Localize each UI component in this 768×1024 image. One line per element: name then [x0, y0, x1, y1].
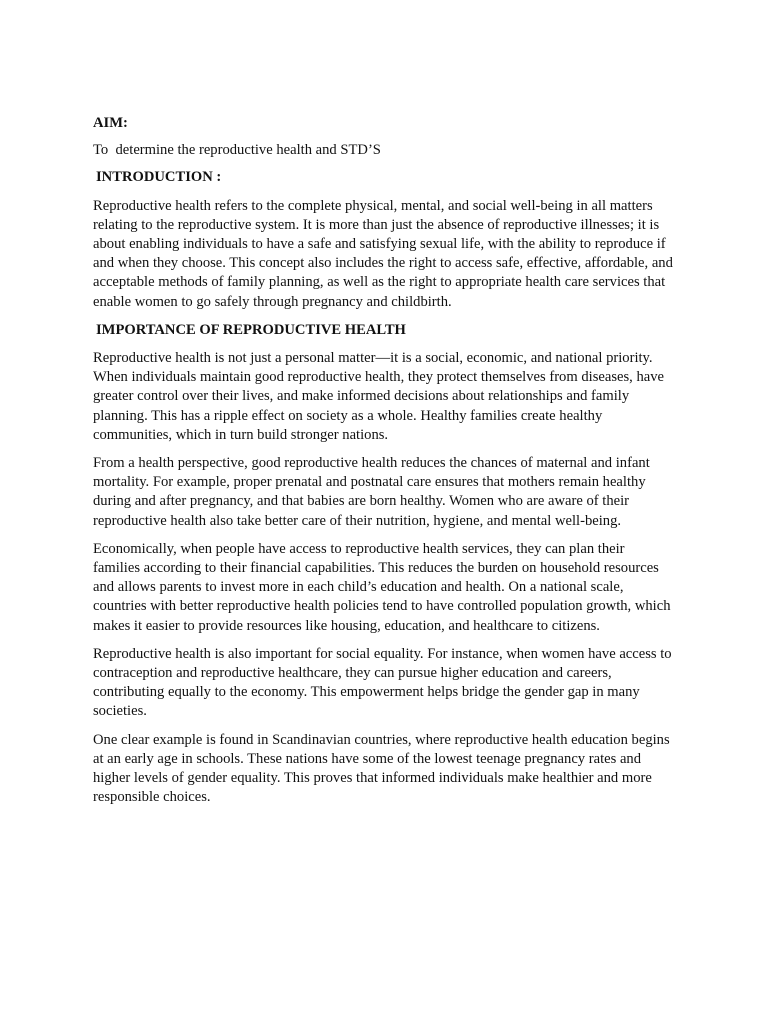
importance-paragraph-1: Reproductive health is not just a personal matter—it is a social, economic, and national priority. When individuals maintain good reproductive health, they protect themselves from diseases, have greater control over their lives, and make informed decisions about relationships and family planning. This has a ripple effect on society as a whole. Healthy families create healthy communities, which in turn build stronger nations.: [93, 350, 665, 443]
aim-heading: AIM:: [93, 115, 128, 131]
introduction-heading: INTRODUCTION :: [96, 169, 222, 186]
aim-text: To determine the reproductive health and STD’S: [93, 142, 381, 159]
importance-heading: IMPORTANCE OF REPRODUCTIVE HEALTH: [96, 321, 406, 338]
importance-paragraph-2: From a health perspective, good reproductive health reduces the chances of maternal and infant mortality. For example, proper prenatal and postnatal care ensures that mothers remain healthy during and after pregnancy, and that babies are born healthy. Women who are aware of their reproductive health also take better care of their nutrition, hygiene, and mental well-being.: [93, 455, 650, 529]
importance-paragraph-5: One clear example is found in Scandinavian countries, where reproductive health education begins at an early age in schools. These nations have some of the lowest teenage pregnancy rates and higher levels of gender equality. This proves that informed individuals make healthier and more responsible choices.: [93, 731, 670, 806]
introduction-paragraph: Reproductive health refers to the complete physical, mental, and social well-being in all matters relating to the reproductive system. It is more than just the absence of reproductive illnesses; it is about enabling individuals to have a safe and satisfying sexual life, with the ability to reproduce if and when they choose. This concept also includes the right to access safe, effective, affordable, and acceptable methods of family planning, as well as the right to appropriate health care services that enable women to go safely through pregnancy and childbirth.: [93, 197, 673, 310]
importance-paragraph-4: Reproductive health is also important for social equality. For instance, when women have access to contraception and reproductive healthcare, they can pursue higher education and careers, contributing equally to the economy. This empowerment helps bridge the gender gap in many societies.: [93, 645, 672, 720]
document-page: [93, 114, 673, 817]
importance-paragraph-3: Economically, when people have access to reproductive health services, they can plan their families according to their financial capabilities. This reduces the burden on household resources and allows parents to invest more in each child’s education and health. On a national scale, countries with better reproductive health policies tend to have controlled population growth, which makes it easier to provide resources like housing, education, and healthcare to citizens.: [93, 540, 671, 634]
